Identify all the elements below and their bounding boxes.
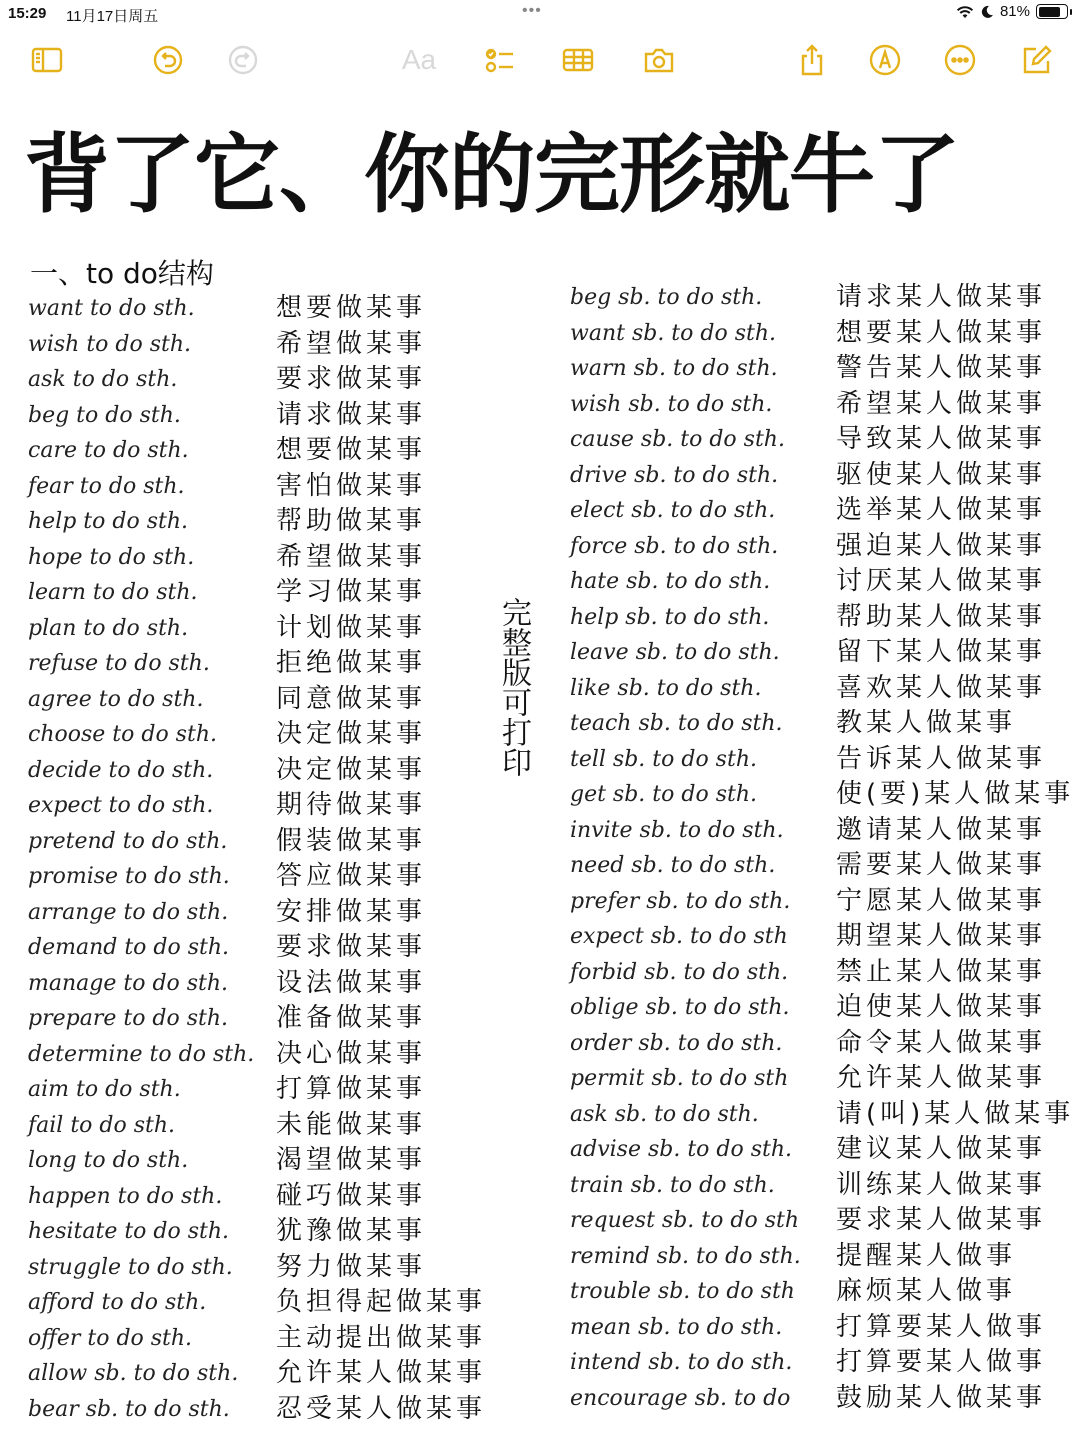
- phrase-row: [570, 564, 1070, 600]
- phrase-english: ask sb. to do sth.: [570, 1101, 759, 1127]
- phrase-row: [28, 1072, 488, 1108]
- phrase-english: afford to do sth.: [28, 1290, 207, 1315]
- phrase-row: [28, 966, 488, 1002]
- phrase-english: promise to do sth.: [28, 864, 230, 889]
- phrase-english: bear sb. to do sth.: [28, 1396, 230, 1422]
- phrase-row: [28, 717, 488, 753]
- phrase-english: care to do sth.: [28, 438, 189, 463]
- phrase-english: cause sb. to do sth.: [570, 427, 785, 452]
- multitasking-dots[interactable]: •••: [522, 2, 542, 19]
- phrase-chinese: 允许某人做某事: [276, 1358, 487, 1388]
- phrase-english: allow sb. to do sth.: [28, 1361, 239, 1386]
- phrase-english: encourage sb. to do: [570, 1385, 791, 1411]
- phrase-chinese: 邀请某人做某事: [836, 814, 1047, 845]
- phrase-english: hesitate to do sth.: [28, 1219, 230, 1244]
- phrase-row: [570, 458, 1070, 494]
- phrase-chinese: 假装做某事: [276, 825, 427, 856]
- table-icon: [561, 43, 595, 77]
- phrase-english: intend sb. to do sth.: [570, 1350, 793, 1375]
- phrase-english: wish to do sth.: [28, 331, 192, 357]
- phrase-chinese: 驱使某人做某事: [836, 459, 1047, 490]
- phrase-english: like sb. to do sth.: [570, 675, 762, 701]
- phrase-row: [570, 706, 1070, 742]
- phrase-chinese: 禁止某人做某事: [836, 956, 1047, 987]
- phrase-row: [570, 1026, 1070, 1062]
- phrase-row: [28, 1037, 488, 1073]
- phrase-chinese: 鼓励某人做某事: [836, 1382, 1047, 1413]
- phrase-chinese: 宁愿某人做某事: [836, 885, 1047, 916]
- phrase-english: get sb. to do sth.: [570, 782, 757, 807]
- phrase-chinese: 准备做某事: [276, 1003, 427, 1033]
- phrase-english: prefer sb. to do sth.: [570, 888, 791, 914]
- phrase-english: pretend to do sth.: [28, 828, 228, 854]
- phrase-chinese: 告诉某人做某事: [836, 743, 1047, 774]
- phrase-english: hate sb. to do sth.: [570, 569, 771, 594]
- phrase-chinese: 使(要)某人做某事: [836, 779, 1075, 809]
- phrase-english: hope to do sth.: [28, 544, 195, 570]
- phrase-chinese: 努力做某事: [276, 1251, 427, 1282]
- note-title: 背了它、你的完形就牛了: [24, 125, 959, 225]
- phrase-chinese: 安排做某事: [276, 896, 427, 927]
- phrase-english: wish sb. to do sth.: [570, 391, 773, 417]
- phrase-chinese: 决定做某事: [276, 719, 427, 749]
- phrase-english: help to do sth.: [28, 509, 188, 534]
- phrase-chinese: 要求做某事: [276, 932, 427, 962]
- phrase-row: [28, 824, 488, 860]
- phrase-row: [28, 1143, 488, 1179]
- phrase-chinese: 未能做某事: [276, 1109, 427, 1140]
- phrase-row: [570, 990, 1070, 1026]
- phrase-english: fail to do sth.: [28, 1112, 176, 1138]
- phrase-row: [28, 1214, 488, 1250]
- phrase-row: [570, 742, 1070, 778]
- markup-button[interactable]: [863, 38, 907, 82]
- phrase-english: prepare to do sth.: [28, 1006, 229, 1031]
- phrase-row: [28, 504, 488, 540]
- phrase-english: tell sb. to do sth.: [570, 746, 757, 772]
- phrase-english: long to do sth.: [28, 1148, 189, 1173]
- phrase-chinese: 拒绝做某事: [276, 648, 427, 678]
- phrase-row: [28, 646, 488, 682]
- phrase-chinese: 选举某人做某事: [836, 495, 1047, 525]
- phrase-chinese: 要求做某事: [276, 364, 427, 394]
- phrase-row: [570, 1132, 1070, 1168]
- phrase-row: [570, 884, 1070, 920]
- phrase-chinese: 迫使某人做某事: [836, 992, 1047, 1022]
- phrase-chinese: 麻烦某人做事: [836, 1276, 1017, 1306]
- phrase-chinese: 强迫某人做某事: [836, 530, 1047, 561]
- format-text-button[interactable]: [397, 38, 441, 82]
- phrase-english: need sb. to do sth.: [570, 853, 776, 878]
- phrase-english: expect sb. to do sth: [570, 924, 788, 949]
- phrase-english: train sb. to do sth.: [570, 1172, 775, 1198]
- left-phrase-column: [28, 291, 488, 1427]
- printable-note: 完整版可打印: [496, 597, 531, 777]
- share-icon: [795, 43, 829, 77]
- phrase-row: [28, 398, 488, 434]
- format-text-label: Aa: [401, 44, 437, 75]
- phrase-row: [570, 1310, 1070, 1346]
- phrase-chinese: 建议某人做某事: [836, 1134, 1047, 1164]
- checklist-icon: [482, 43, 516, 77]
- phrase-chinese: 请求某人做某事: [836, 282, 1047, 312]
- notes-toolbar: [0, 38, 1080, 84]
- phrase-english: want sb. to do sth.: [570, 320, 777, 346]
- phrase-row: [570, 777, 1075, 813]
- phrase-english: determine to do sth.: [28, 1041, 255, 1067]
- status-time: 15:29: [8, 5, 47, 22]
- sidebar-toggle-button[interactable]: [25, 38, 69, 82]
- phrase-english: remind sb. to do sth.: [570, 1243, 801, 1269]
- phrase-chinese: 教某人做某事: [836, 708, 1017, 738]
- phrase-chinese: 忍受某人做某事: [276, 1393, 487, 1424]
- phrase-english: demand to do sth.: [28, 935, 230, 960]
- phrase-english: invite sb. to do sth.: [570, 817, 784, 843]
- phrase-english: ask to do sth.: [28, 367, 178, 392]
- phrase-english: elect sb. to do sth.: [570, 498, 776, 523]
- phrase-chinese: 要求某人做某事: [836, 1205, 1047, 1235]
- phrase-english: advise sb. to do sth.: [570, 1137, 793, 1162]
- phrase-row: [28, 469, 488, 505]
- phrase-english: agree to do sth.: [28, 686, 204, 712]
- phrase-english: expect to do sth.: [28, 793, 214, 818]
- more-button[interactable]: [938, 38, 982, 82]
- phrase-english: happen to do sth.: [28, 1183, 223, 1209]
- phrase-row: [570, 955, 1070, 991]
- status-bar: [0, 0, 1080, 28]
- phrase-chinese: 想要某人做某事: [836, 317, 1047, 348]
- phrase-english: manage to do sth.: [28, 970, 229, 996]
- phrase-chinese: 想要做某事: [276, 293, 427, 323]
- undo-button[interactable]: [146, 38, 190, 82]
- phrase-row: [570, 1274, 1070, 1310]
- phrase-chinese: 碰巧做某事: [276, 1180, 427, 1211]
- phrase-chinese: 帮助做某事: [276, 506, 427, 536]
- phrase-english: mean sb. to do sth.: [570, 1314, 783, 1340]
- phrase-english: arrange to do sth.: [28, 899, 229, 925]
- phrase-chinese: 训练某人做某事: [836, 1169, 1047, 1200]
- phrase-chinese: 负担得起做某事: [276, 1287, 487, 1317]
- phrase-english: force sb. to do sth.: [570, 533, 779, 559]
- phrase-chinese: 希望某人做某事: [836, 388, 1047, 419]
- phrase-chinese: 答应做某事: [276, 861, 427, 891]
- phrase-english: aim to do sth.: [28, 1077, 181, 1102]
- phrase-chinese: 计划做某事: [276, 612, 427, 643]
- phrase-row: [28, 540, 488, 576]
- phrase-row: [28, 1250, 488, 1286]
- compose-button[interactable]: [1014, 38, 1058, 82]
- phrase-chinese: 决心做某事: [276, 1038, 427, 1069]
- phrase-chinese: 请(叫)某人做某事: [836, 1098, 1075, 1129]
- camera-button[interactable]: [637, 38, 681, 82]
- phrase-row: [28, 753, 488, 789]
- status-date: 11月17日周五: [66, 8, 159, 25]
- redo-button[interactable]: [221, 38, 265, 82]
- phrase-row: [570, 1097, 1075, 1133]
- phrase-english: oblige sb. to do sth.: [570, 995, 790, 1020]
- phrase-row: [28, 895, 488, 931]
- phrase-chinese: 期待做某事: [276, 790, 427, 820]
- phrase-row: [570, 1381, 1070, 1417]
- phrase-row: [570, 1061, 1070, 1097]
- phrase-row: [570, 848, 1070, 884]
- phrase-row: [570, 1168, 1070, 1204]
- phrase-chinese: 犹豫做某事: [276, 1216, 427, 1246]
- phrase-chinese: 学习做某事: [276, 577, 427, 607]
- phrase-chinese: 希望做某事: [276, 541, 427, 572]
- phrase-english: trouble sb. to do sth: [570, 1279, 795, 1304]
- phrase-chinese: 需要某人做某事: [836, 850, 1047, 880]
- phrase-english: order sb. to do sth.: [570, 1030, 783, 1056]
- phrase-english: struggle to do sth.: [28, 1254, 233, 1280]
- table-button[interactable]: [556, 38, 600, 82]
- phrase-chinese: 打算要某人做事: [836, 1311, 1047, 1342]
- phrase-row: [570, 351, 1070, 387]
- phrase-row: [28, 788, 488, 824]
- redo-icon: [226, 43, 260, 77]
- phrase-english: teach sb. to do sth.: [570, 711, 783, 736]
- battery-percent: 81%: [999, 3, 1030, 20]
- phrase-english: choose to do sth.: [28, 722, 217, 747]
- phrase-row: [28, 1001, 488, 1037]
- phrase-row: [28, 611, 488, 647]
- phrase-chinese: 同意做某事: [276, 683, 427, 714]
- phrase-row: [28, 575, 488, 611]
- phrase-row: [570, 600, 1070, 636]
- phrase-english: drive sb. to do sth.: [570, 462, 779, 488]
- phrase-english: warn sb. to do sth.: [570, 356, 778, 381]
- phrase-chinese: 期望某人做某事: [836, 921, 1047, 951]
- phrase-english: learn to do sth.: [28, 580, 198, 605]
- compose-icon: [1019, 43, 1053, 77]
- phrase-row: [28, 1285, 488, 1321]
- phrase-row: [570, 1345, 1070, 1381]
- markup-icon: [868, 43, 902, 77]
- phrase-chinese: 打算要某人做事: [836, 1347, 1047, 1377]
- phrase-row: [570, 919, 1070, 955]
- phrase-english: leave sb. to do sth.: [570, 640, 780, 665]
- phrase-english: decide to do sth.: [28, 757, 214, 783]
- phrase-row: [28, 362, 488, 398]
- phrase-row: [28, 859, 488, 895]
- phrase-english: fear to do sth.: [28, 473, 185, 499]
- phrase-row: [28, 1179, 488, 1215]
- phrase-english: plan to do sth.: [28, 615, 189, 641]
- phrase-row: [28, 1356, 488, 1392]
- phrase-english: want to do sth.: [28, 296, 195, 321]
- phrase-english: beg to do sth.: [28, 402, 181, 428]
- note-body[interactable]: [0, 92, 1080, 1440]
- share-button[interactable]: [790, 38, 834, 82]
- phrase-chinese: 想要做某事: [276, 435, 427, 465]
- phrase-chinese: 提醒某人做事: [836, 1240, 1017, 1271]
- camera-icon: [642, 43, 676, 77]
- moon-icon: [980, 5, 994, 19]
- phrase-row: [570, 280, 1070, 316]
- phrase-chinese: 留下某人做某事: [836, 637, 1047, 667]
- phrase-row: [28, 1321, 488, 1357]
- phrase-english: beg sb. to do sth.: [570, 285, 763, 310]
- phrase-chinese: 害怕做某事: [276, 470, 427, 501]
- phrase-row: [570, 635, 1070, 671]
- phrase-row: [570, 493, 1070, 529]
- phrase-row: [570, 387, 1070, 423]
- battery-tip: [1070, 9, 1072, 15]
- phrase-row: [570, 529, 1070, 565]
- phrase-chinese: 命令某人做某事: [836, 1027, 1047, 1058]
- phrase-chinese: 喜欢某人做某事: [836, 672, 1047, 703]
- phrase-chinese: 打算做某事: [276, 1074, 427, 1104]
- phrase-chinese: 讨厌某人做某事: [836, 566, 1047, 596]
- phrase-row: [28, 682, 488, 718]
- phrase-chinese: 决定做某事: [276, 754, 427, 785]
- sidebar-icon: [30, 43, 64, 77]
- phrase-chinese: 警告某人做某事: [836, 353, 1047, 383]
- right-phrase-column: [570, 280, 1075, 1416]
- phrase-chinese: 帮助某人做某事: [836, 601, 1047, 632]
- phrase-row: [28, 930, 488, 966]
- phrase-chinese: 主动提出做某事: [276, 1322, 487, 1353]
- phrase-chinese: 希望做某事: [276, 328, 427, 359]
- wifi-icon: [956, 5, 974, 19]
- phrase-chinese: 设法做某事: [276, 967, 427, 998]
- checklist-button[interactable]: [477, 38, 521, 82]
- phrase-english: refuse to do sth.: [28, 651, 210, 676]
- phrase-row: [28, 1108, 488, 1144]
- phrase-english: help sb. to do sth.: [570, 604, 770, 630]
- battery-icon: [1036, 4, 1068, 19]
- status-indicators: [956, 3, 1072, 20]
- phrase-row: [570, 1239, 1070, 1275]
- phrase-row: [570, 1203, 1070, 1239]
- more-icon: [943, 43, 977, 77]
- phrase-row: [570, 422, 1070, 458]
- phrase-row: [570, 813, 1070, 849]
- phrase-chinese: 允许某人做某事: [836, 1063, 1047, 1093]
- phrase-english: forbid sb. to do sth.: [570, 959, 789, 985]
- phrase-row: [570, 316, 1070, 352]
- battery-level: [1039, 7, 1060, 17]
- phrase-english: request sb. to do sth: [570, 1208, 799, 1233]
- phrase-chinese: 请求做某事: [276, 399, 427, 430]
- phrase-row: [28, 433, 488, 469]
- undo-icon: [151, 43, 185, 77]
- section-heading: 一、to do结构: [30, 257, 214, 290]
- phrase-row: [570, 671, 1070, 707]
- phrase-chinese: 导致某人做某事: [836, 424, 1047, 454]
- phrase-row: [28, 291, 488, 327]
- phrase-english: offer to do sth.: [28, 1325, 193, 1351]
- phrase-chinese: 渴望做某事: [276, 1145, 427, 1175]
- phrase-english: permit sb. to do sth: [570, 1066, 789, 1091]
- phrase-row: [28, 1392, 488, 1428]
- phrase-row: [28, 327, 488, 363]
